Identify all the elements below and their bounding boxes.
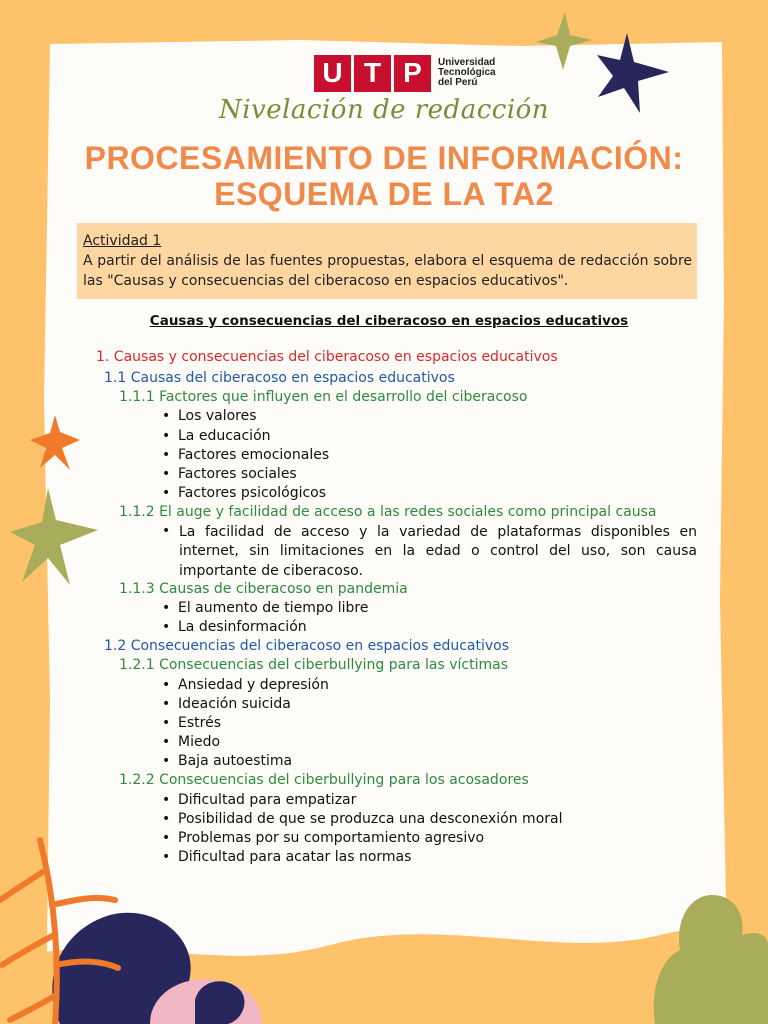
outline-section-1-2: 1.2 Consecuencias del ciberacoso en espacios educativos: [104, 638, 510, 654]
outline-section-1-1: 1.1 Causas del ciberacoso en espacios educativos: [104, 370, 455, 386]
list-item: • Dificultad para empatizar: [162, 792, 357, 808]
title-line1: PROCESAMIENTO DE INFORMACIÓN:: [84, 140, 684, 176]
activity-label: Actividad 1: [83, 233, 162, 249]
utp-logo: [314, 52, 496, 94]
outline-section-1-1-3: 1.1.3 Causas de ciberacoso en pandemia: [119, 581, 408, 597]
logo-text-line2: Tecnológica: [438, 67, 496, 78]
list-item: • Miedo: [162, 734, 221, 750]
logo-university-name: [438, 58, 496, 88]
title-line2: ESQUEMA DE LA TA2: [214, 176, 554, 212]
outline-section-1-2-2: 1.2.2 Consecuencias del ciberbullying para los acosadores: [119, 772, 529, 788]
list-item: • Factores psicológicos: [162, 485, 327, 501]
document-heading: Causas y consecuencias del ciberacoso en espacios educativos: [149, 313, 629, 329]
list-item: • Ansiedad y depresión: [162, 677, 329, 693]
outline-section-1-1-1: 1.1.1 Factores que influyen en el desarrollo del ciberacoso: [119, 389, 528, 405]
logo-letter-p: P: [394, 55, 431, 92]
list-item: • Ideación suicida: [162, 696, 291, 712]
logo-letter-u: U: [314, 55, 351, 92]
logo-letter-t: T: [354, 55, 391, 92]
logo-text-line1: Universidad: [438, 57, 496, 68]
list-item: • Baja autoestima: [162, 753, 293, 769]
list-item: • Posibilidad de que se produzca una desconexión moral: [162, 811, 563, 827]
list-item: • Factores sociales: [162, 466, 297, 482]
course-subtitle: Nivelación de redacción: [218, 95, 550, 125]
outline-section-1-1-2: 1.1.2 El auge y facilidad de acceso a las redes sociales como principal causa: [119, 504, 657, 520]
list-bullet: •: [162, 523, 171, 539]
list-item-paragraph: La facilidad de acceso y la variedad de plataformas disponibles en internet, sin limitaciones en la edad o control del uso, son causa importante de ciberacoso.: [179, 524, 697, 579]
list-item: • Estrés: [162, 715, 221, 731]
list-item: • El aumento de tiempo libre: [162, 600, 369, 616]
list-item: • Problemas por su comportamiento agresivo: [162, 830, 485, 846]
logo-text-line3: del Perú: [438, 77, 478, 88]
outline-level1: 1. Causas y consecuencias del ciberacoso en espacios educativos: [96, 349, 558, 365]
list-item: • La desinformación: [162, 619, 307, 635]
page-title: [0, 140, 768, 212]
outline-section-1-2-1: 1.2.1 Consecuencias del ciberbullying para las víctimas: [119, 657, 508, 673]
activity-box: [77, 223, 697, 299]
list-item: • La educación: [162, 428, 271, 444]
activity-instructions: A partir del análisis de las fuentes propuestas, elabora el esquema de redacción sobre las "Causas y consecuencias del ciberacoso en espacios educativos".: [83, 253, 692, 289]
list-item: • Los valores: [162, 408, 257, 424]
list-item: • Dificultad para acatar las normas: [162, 849, 412, 865]
leaf-navy-small-icon: [195, 981, 244, 1024]
list-item: • Factores emocionales: [162, 447, 330, 463]
